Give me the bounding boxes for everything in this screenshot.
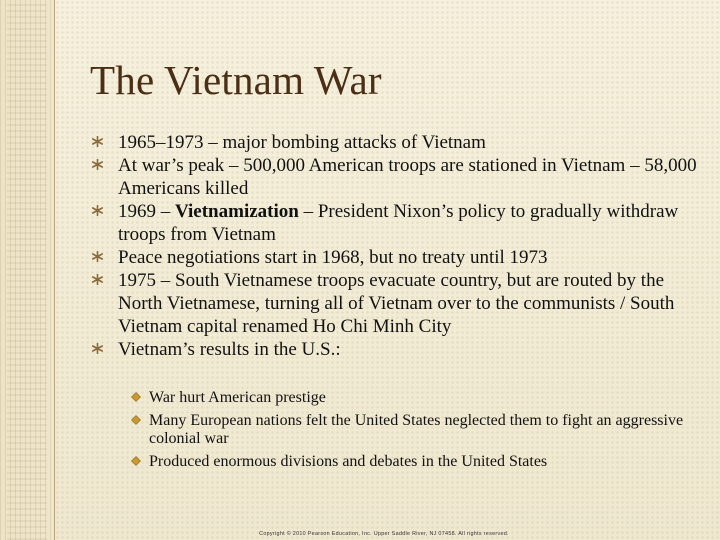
bullet-item bbox=[92, 131, 702, 154]
bullet-text-bold-term: Vietnamization bbox=[175, 201, 299, 222]
asterisk-star-icon bbox=[92, 159, 103, 170]
bullet-text: Peace negotiations start in 1968, but no treaty until 1973 bbox=[118, 247, 548, 268]
subbullet-text: Produced enormous divisions and debates in the United States bbox=[149, 452, 548, 470]
bullet-item bbox=[92, 269, 702, 338]
bullet-text-post: – President Nixon’s policy to gradually withdraw troops from Vietnam bbox=[118, 201, 679, 245]
subbullet-item bbox=[131, 412, 691, 449]
left-decorative-band bbox=[0, 0, 55, 540]
bullet-text: Vietnam’s results in the U.S.: bbox=[118, 339, 341, 360]
asterisk-star-icon bbox=[92, 343, 103, 354]
bullet-item bbox=[92, 154, 702, 200]
subbullet-item bbox=[131, 453, 691, 472]
asterisk-star-icon bbox=[92, 274, 103, 285]
asterisk-star-icon bbox=[92, 205, 103, 216]
bullet-item bbox=[92, 338, 702, 361]
diamond-icon bbox=[131, 456, 141, 466]
bullet-item bbox=[92, 200, 702, 246]
bullet-text-pre: 1969 – bbox=[118, 201, 175, 222]
subbullet-item bbox=[131, 389, 691, 408]
slide-title: The Vietnam War bbox=[90, 57, 382, 103]
bullet-list bbox=[92, 131, 702, 361]
bullet-item bbox=[92, 246, 702, 269]
asterisk-star-icon bbox=[92, 251, 103, 262]
band-texture bbox=[7, 0, 47, 540]
subbullet-list bbox=[131, 389, 691, 475]
diamond-icon bbox=[131, 392, 141, 402]
bullet-text: At war’s peak – 500,000 American troops are stationed in Vietnam – 58,000 Americans killed bbox=[118, 155, 697, 199]
bullet-text: 1965–1973 – major bombing attacks of Vietnam bbox=[118, 132, 486, 153]
asterisk-star-icon bbox=[92, 136, 103, 147]
diamond-icon bbox=[131, 415, 141, 425]
subbullet-text: War hurt American prestige bbox=[149, 389, 326, 406]
bullet-text: 1975 – South Vietnamese troops evacuate country, but are routed by the North Vietnamese, turning all of Vietnam over to the communists / South Vietnam capital renamed Ho Chi Minh City bbox=[118, 270, 675, 337]
subbullet-text: Many European nations felt the United States neglected them to fight an aggressive colonial war bbox=[149, 411, 684, 447]
copyright-footer: Copyright © 2010 Pearson Education, Inc. Upper Saddle River, NJ 07458. All rights reserved. bbox=[259, 531, 509, 537]
